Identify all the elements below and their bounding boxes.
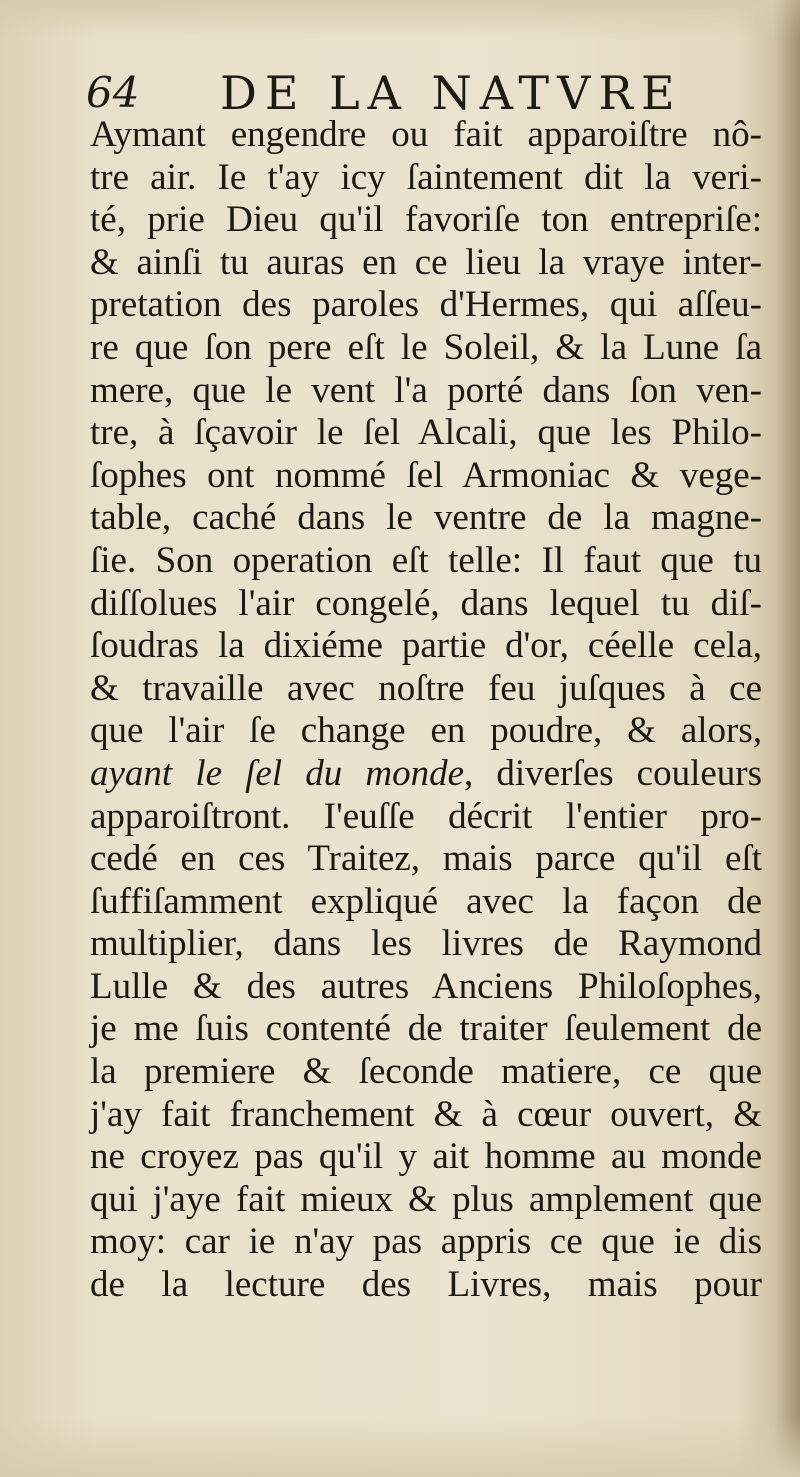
text-line: ne croyez pas qu'il y ait homme au monde xyxy=(90,1136,762,1178)
text-line: Aymant engendre ou fait apparoiſtre nô- xyxy=(90,114,762,155)
text-line: table, caché dans le ventre de la magne- xyxy=(90,497,762,539)
text-line: pretation des paroles d'Hermes, qui aſſeu- xyxy=(90,284,762,326)
text-line: ſoudras la dixiéme partie d'or, céelle cela, xyxy=(90,625,762,667)
text-line: apparoiſtront. I'euſſe décrit l'entier pro- xyxy=(90,795,762,837)
text-line-mixed xyxy=(90,753,762,796)
text-line: ſophes ont nommé ſel Armoniac & vege- xyxy=(90,454,762,496)
text-line: mere, que le vent l'a porté dans ſon ven- xyxy=(90,369,762,411)
text-line: tre air. Ie t'ay icy ſaintement dit la veri- xyxy=(90,156,762,198)
text-line: Lulle & des autres Anciens Philoſophes, xyxy=(90,965,762,1007)
text-line: diſſolues l'air congelé, dans lequel tu diſ- xyxy=(90,582,762,624)
body-text xyxy=(90,114,762,1307)
text-line: multiplier, dans les livres de Raymond xyxy=(90,923,762,965)
text-line: que l'air ſe change en poudre, & alors, xyxy=(90,710,762,752)
page-edge-shadow xyxy=(774,0,800,1477)
text-line: qui j'aye fait mieux & plus amplement que xyxy=(90,1178,762,1220)
text-line: ſie. Son operation eſt telle: Il faut que tu xyxy=(90,539,762,581)
page-number: 64 xyxy=(86,68,140,117)
running-head-title: DE LA NATVRE xyxy=(220,66,683,120)
text-line: la premiere & ſeconde matiere, ce que xyxy=(90,1051,762,1093)
text-line: de la lecture des Livres, mais pour xyxy=(90,1264,762,1306)
text-line: ſuffiſamment expliqué avec la façon de xyxy=(90,880,762,922)
text-line: j'ay fait franchement & à cœur ouvert, & xyxy=(90,1093,762,1135)
text-line: re que ſon pere eſt le Soleil, & la Lune ſa xyxy=(90,326,762,368)
text-line: & travaille avec noſtre feu juſques à ce xyxy=(90,667,762,709)
text-line: cedé en ces Traitez, mais parce qu'il eſt xyxy=(90,838,762,880)
text-line: & ainſi tu auras en ce lieu la vraye inter- xyxy=(90,241,762,283)
text-line-rest: , diverſes couleurs xyxy=(464,752,762,794)
running-head xyxy=(86,62,726,122)
text-line: tre, à ſçavoir le ſel Alcali, que les Philo- xyxy=(90,412,762,454)
text-line: moy: car ie n'ay pas appris ce que ie dis xyxy=(90,1221,762,1263)
text-line: je me ſuis contenté de traiter ſeulement de xyxy=(90,1008,762,1050)
italic-phrase: ayant le ſel du monde xyxy=(90,752,465,794)
text-line: té, prie Dieu qu'il favoriſe ton entrepriſe: xyxy=(90,199,762,241)
